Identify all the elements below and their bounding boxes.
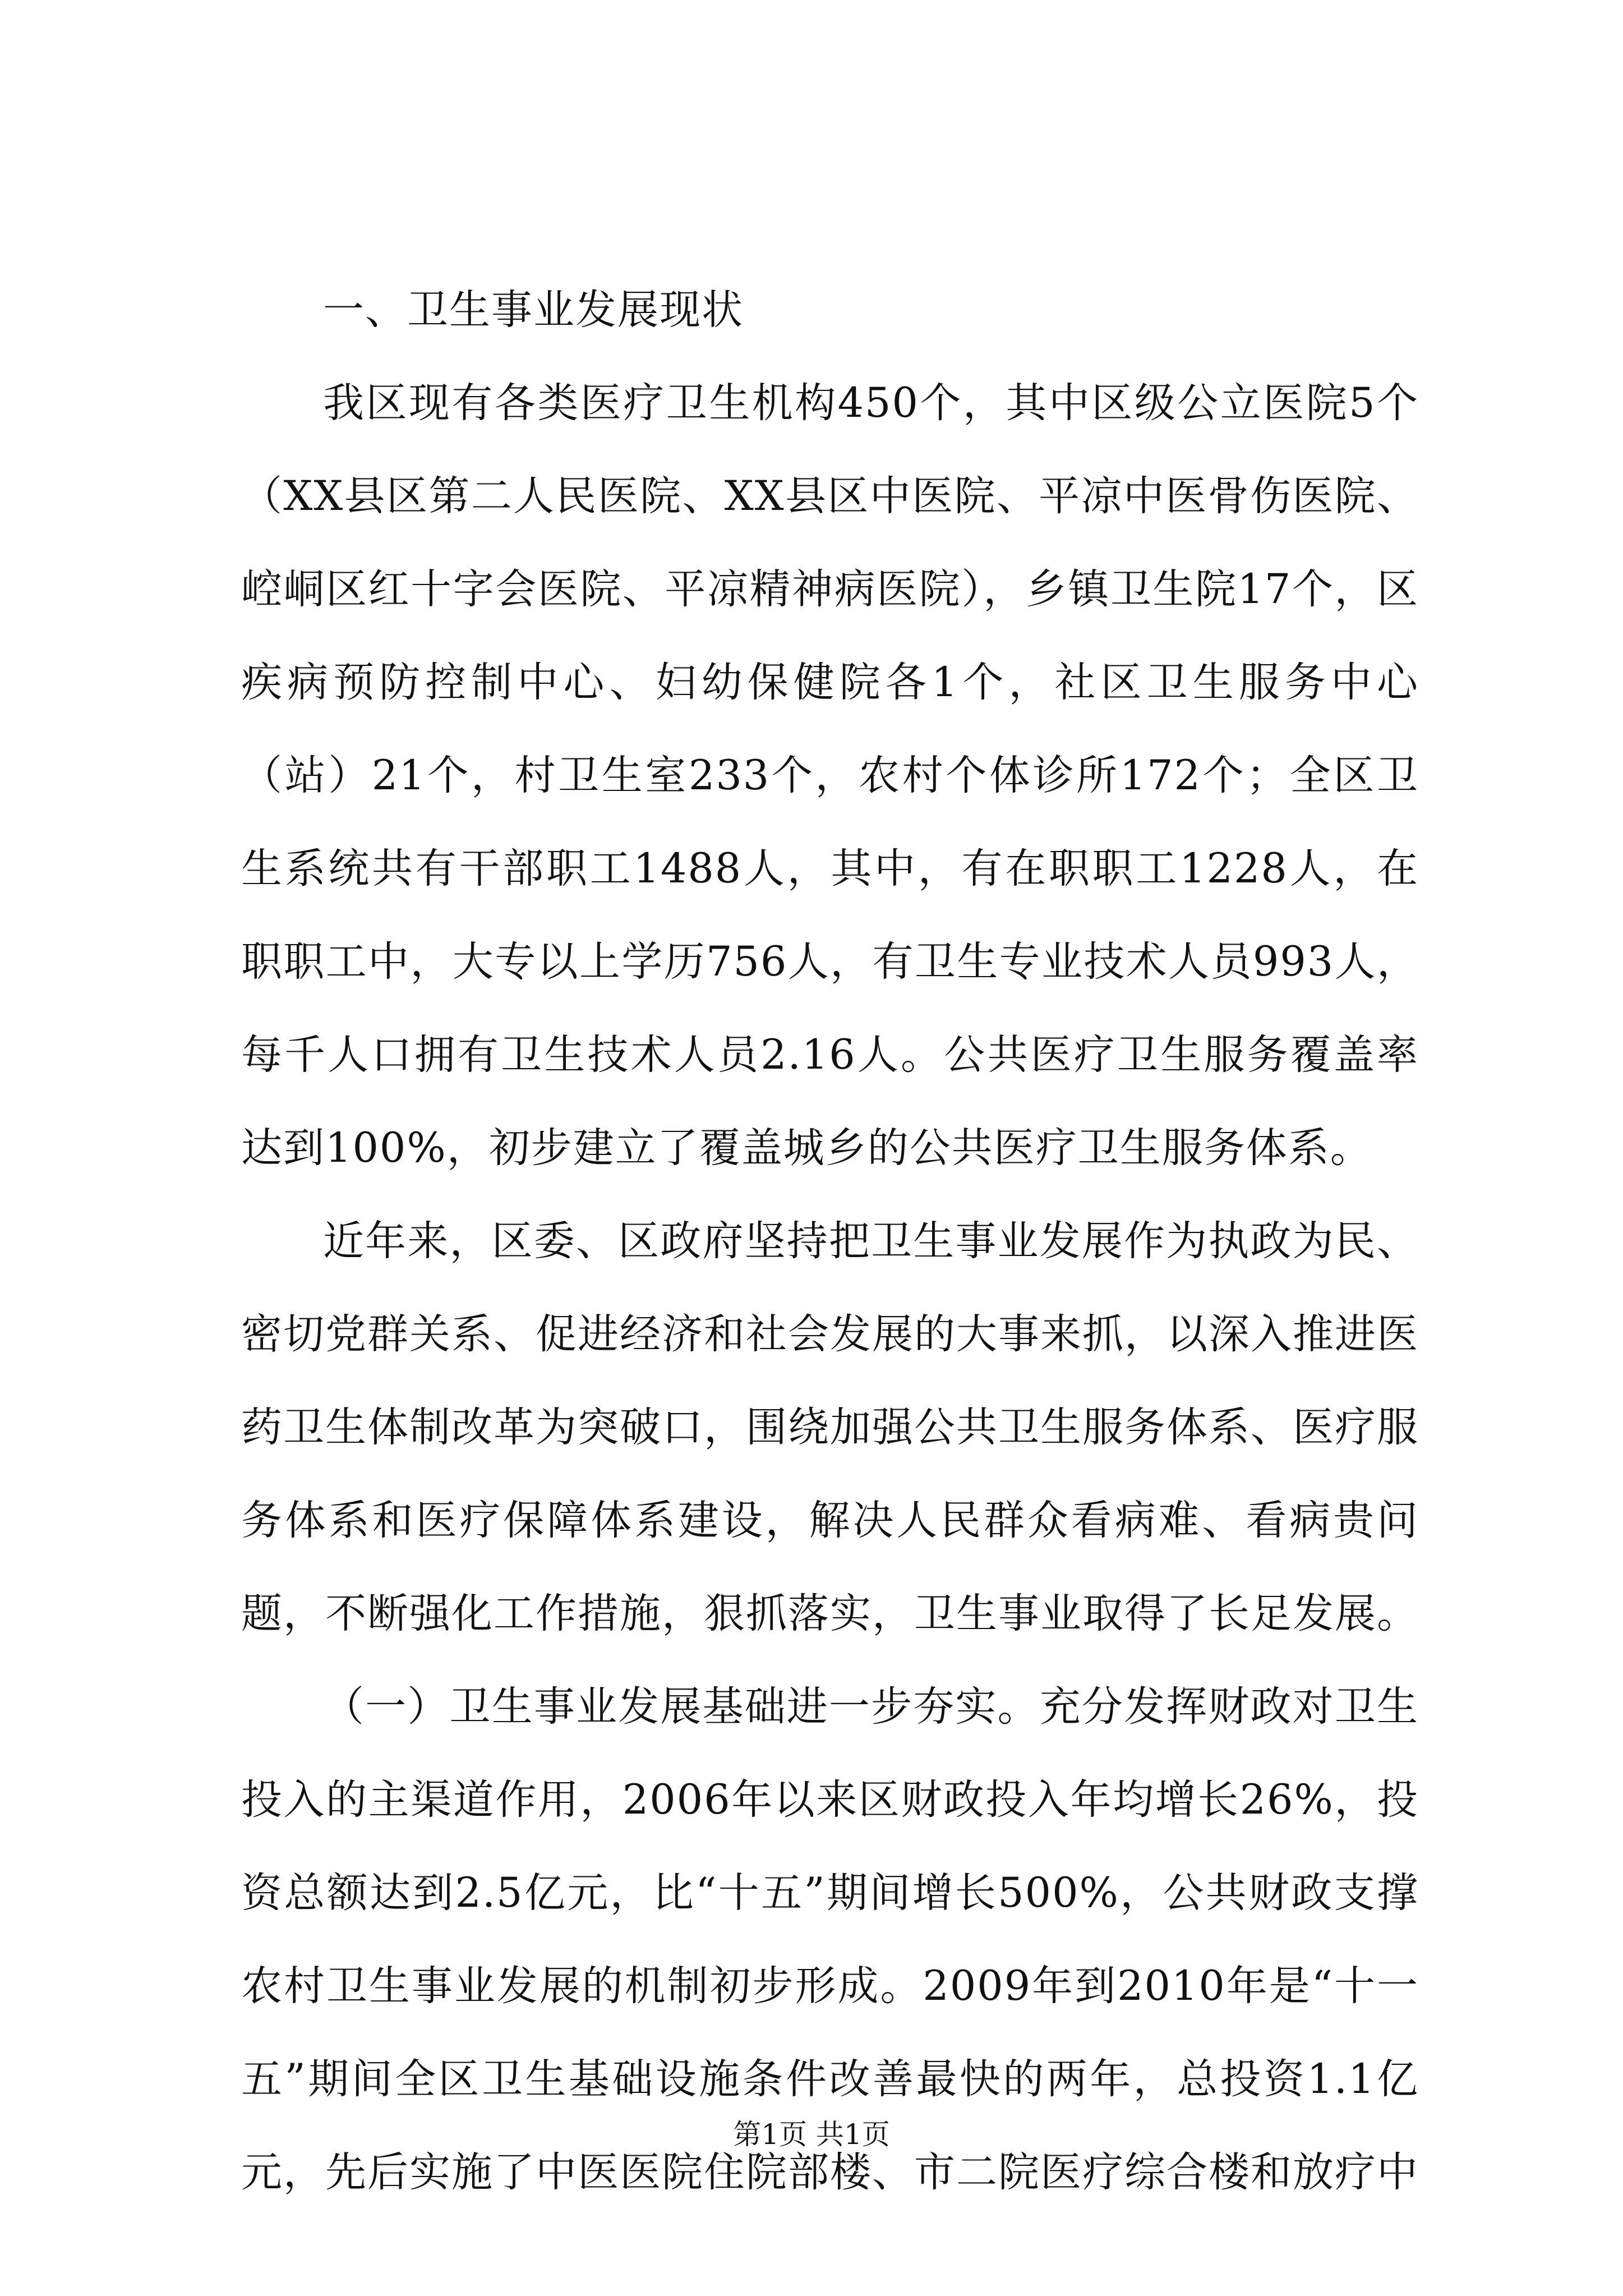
paragraph-foundation: （一）卫生事业发展基础进一步夯实。充分发挥财政对卫生投入的主渠道作用，2006年以来区财政投入年均增长26%，投资总额达到2.5亿元，比“十五”期间增长500%，公共财政支撑农村卫生事业发展的机制初步形成。2009年到2010年是“十一五”期间全区卫生基础设施条件改善最快的两年，总投资1.1亿元，先后实施了中医医院住院部楼、市二院医疗综合楼和放疗中 <box>241 1683 1419 2196</box>
paragraph-recent-years: 近年来，区委、区政府坚持把卫生事业发展作为执政为民、密切党群关系、促进经济和社会发展的大事来抓，以深入推进医药卫生体制改革为突破口，围绕加强公共卫生服务体系、医疗服务体系和医疗保障体系建设，解决人民群众看病难、看病贵问题，不断强化工作措施，狠抓落实，卫生事业取得了长足发展。 <box>241 1217 1419 1637</box>
page-number-footer: 第1页 共1页 <box>733 2118 890 2151</box>
paragraph-institutions: 我区现有各类医疗卫生机构450个，其中区级公立医院5个（XX县区第二人民医院、XX县区中医院、平凉中医骨伤医院、崆峒区红十字会医院、平凉精神病医院），乡镇卫生院17个，区疾病预防控制中心、妇幼保健院各1个，社区卫生服务中心（站）21个，村卫生室233个，农村个体诊所172个；全区卫生系统共有干部职工1488人，其中，有在职职工1228人，在职职工中，大专以上学历756人，有卫生专业技术人员993人，每千人口拥有卫生技术人员2.16人。公共医疗卫生服务覆盖率达到100%，初步建立了覆盖城乡的公共医疗卫生服务体系。 <box>241 379 1419 1172</box>
document-body <box>241 264 1419 2219</box>
section-heading: 一、卫生事业发展现状 <box>323 286 744 334</box>
